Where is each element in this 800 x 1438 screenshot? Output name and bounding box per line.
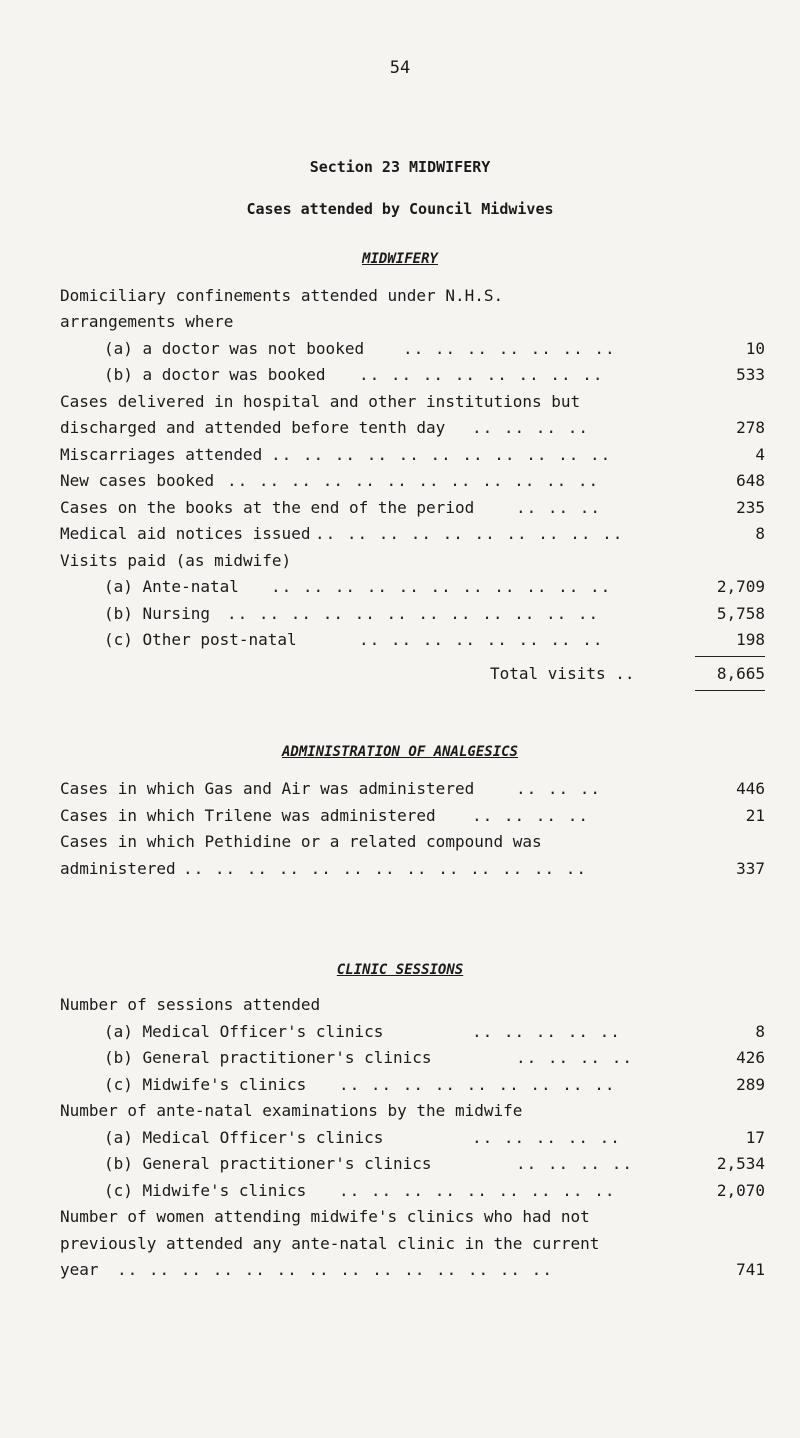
- row-value: 741: [736, 1260, 765, 1279]
- row-label: Cases on the books at the end of the period: [60, 498, 475, 517]
- leader-dots: .. .. .. .. .. .. .. .. ..: [339, 1181, 616, 1200]
- leader-dots: .. .. .. ..: [516, 1048, 633, 1067]
- table-row: [60, 1019, 765, 1045]
- row-value: 17: [745, 1128, 765, 1147]
- leader-dots: .. .. ..: [516, 779, 602, 798]
- table-row: [60, 601, 765, 627]
- row-label: year: [60, 1260, 99, 1279]
- table-row: [60, 521, 765, 547]
- section-title: Section 23 MIDWIFERY: [309, 158, 491, 176]
- row-label: (b) a doctor was booked: [104, 365, 326, 384]
- table-row: [60, 1072, 765, 1098]
- text-line: Visits paid (as midwife): [60, 551, 292, 570]
- row-label: New cases booked: [60, 471, 215, 490]
- leader-dots: .. .. .. .. ..: [472, 1022, 621, 1041]
- row-value: 648: [736, 471, 765, 490]
- row-label: (b) General practitioner's clinics: [104, 1154, 432, 1173]
- row-value: 2,709: [716, 577, 765, 596]
- row-label: (c) Midwife's clinics: [104, 1181, 307, 1200]
- table-row: [60, 1178, 765, 1204]
- total-rule: [695, 656, 765, 657]
- row-value: 2,534: [716, 1154, 765, 1173]
- row-value: 278: [736, 418, 765, 437]
- leader-dots: .. .. .. .. .. .. .. .. .. ..: [315, 524, 624, 543]
- table-row: [60, 1045, 765, 1071]
- row-label: discharged and attended before tenth day: [60, 418, 446, 437]
- table-row: [60, 1257, 765, 1283]
- leader-dots: .. .. .. .. .. .. .. ..: [359, 630, 604, 649]
- row-value: 10: [745, 339, 765, 358]
- text-line: previously attended any ante-natal clinic in the current: [60, 1234, 600, 1253]
- table-row: [60, 856, 765, 882]
- leader-dots: .. .. ..: [516, 498, 602, 517]
- row-value: 4: [755, 445, 765, 464]
- row-value: 8: [755, 524, 765, 543]
- row-label: (b) General practitioner's clinics: [104, 1048, 432, 1067]
- leader-dots: .. .. .. ..: [472, 418, 589, 437]
- row-label: (c) Other post-natal: [104, 630, 297, 649]
- leader-dots: .. .. .. .. .. .. .. ..: [359, 365, 604, 384]
- leader-dots: .. .. .. ..: [472, 806, 589, 825]
- row-label: (a) Medical Officer's clinics: [104, 1128, 384, 1147]
- row-value: 5,758: [716, 604, 765, 623]
- table-row: [60, 1125, 765, 1151]
- leader-dots: .. .. .. ..: [516, 1154, 633, 1173]
- table-row: [60, 336, 765, 362]
- row-value: 2,070: [716, 1181, 765, 1200]
- table-row: [60, 627, 765, 653]
- row-label: Miscarriages attended: [60, 445, 263, 464]
- total-rule: [695, 690, 765, 691]
- table-row: [60, 495, 765, 521]
- row-value: 337: [736, 859, 765, 878]
- subtitle: Cases attended by Council Midwives: [246, 200, 554, 218]
- row-label: administered: [60, 859, 176, 878]
- leader-dots: .. .. .. .. .. .. ..: [403, 339, 616, 358]
- table-row: [60, 362, 765, 388]
- row-label: (a) Ante-natal: [104, 577, 239, 596]
- leader-dots: .. .. .. .. .. .. .. .. .. .. .. ..: [227, 471, 600, 490]
- row-value: 21: [745, 806, 765, 825]
- page-number: 54: [389, 58, 411, 78]
- row-value: 8: [755, 1022, 765, 1041]
- row-label: Cases in which Gas and Air was administered: [60, 779, 475, 798]
- row-label: (a) Medical Officer's clinics: [104, 1022, 384, 1041]
- leader-dots: .. .. .. .. .. .. .. .. .. .. .. .. ..: [183, 859, 588, 878]
- table-row: [60, 468, 765, 494]
- row-value: 289: [736, 1075, 765, 1094]
- midwifery-heading: MIDWIFERY: [362, 251, 438, 267]
- table-row: [60, 803, 765, 829]
- row-label: (a) a doctor was not booked: [104, 339, 365, 358]
- row-value: 235: [736, 498, 765, 517]
- total-value: 8,665: [716, 664, 765, 683]
- table-row: [60, 415, 765, 441]
- leader-dots: .. .. .. .. .. .. .. .. .. .. .. .. .. ..: [117, 1260, 553, 1279]
- row-label: Medical aid notices issued: [60, 524, 311, 543]
- total-label: Total visits ..: [490, 664, 635, 683]
- row-value: 426: [736, 1048, 765, 1067]
- leader-dots: .. .. .. .. ..: [472, 1128, 621, 1147]
- table-row: [60, 1151, 765, 1177]
- leader-dots: .. .. .. .. .. .. .. .. ..: [339, 1075, 616, 1094]
- row-label: Cases in which Trilene was administered: [60, 806, 436, 825]
- table-row: [60, 574, 765, 600]
- row-value: 533: [736, 365, 765, 384]
- leader-dots: .. .. .. .. .. .. .. .. .. .. ..: [271, 445, 612, 464]
- text-line: Cases in which Pethidine or a related compound was: [60, 832, 542, 851]
- row-label: (b) Nursing: [104, 604, 210, 623]
- analgesics-heading: ADMINISTRATION OF ANALGESICS: [281, 744, 518, 760]
- leader-dots: .. .. .. .. .. .. .. .. .. .. .. ..: [227, 604, 600, 623]
- text-line: Number of ante-natal examinations by the midwife: [60, 1101, 523, 1120]
- table-row: [60, 442, 765, 468]
- clinic-heading: CLINIC SESSIONS: [336, 962, 464, 978]
- table-row: [60, 776, 765, 802]
- row-label: (c) Midwife's clinics: [104, 1075, 307, 1094]
- total-row: [60, 661, 765, 687]
- row-value: 198: [736, 630, 765, 649]
- text-line: Number of women attending midwife's clinics who had not: [60, 1207, 590, 1226]
- text-line: Number of sessions attended: [60, 995, 321, 1014]
- text-line: Domiciliary confinements attended under N.H.S.: [60, 286, 504, 305]
- text-line: arrangements where: [60, 312, 234, 331]
- text-line: Cases delivered in hospital and other institutions but: [60, 392, 581, 411]
- leader-dots: .. .. .. .. .. .. .. .. .. .. ..: [271, 577, 612, 596]
- row-value: 446: [736, 779, 765, 798]
